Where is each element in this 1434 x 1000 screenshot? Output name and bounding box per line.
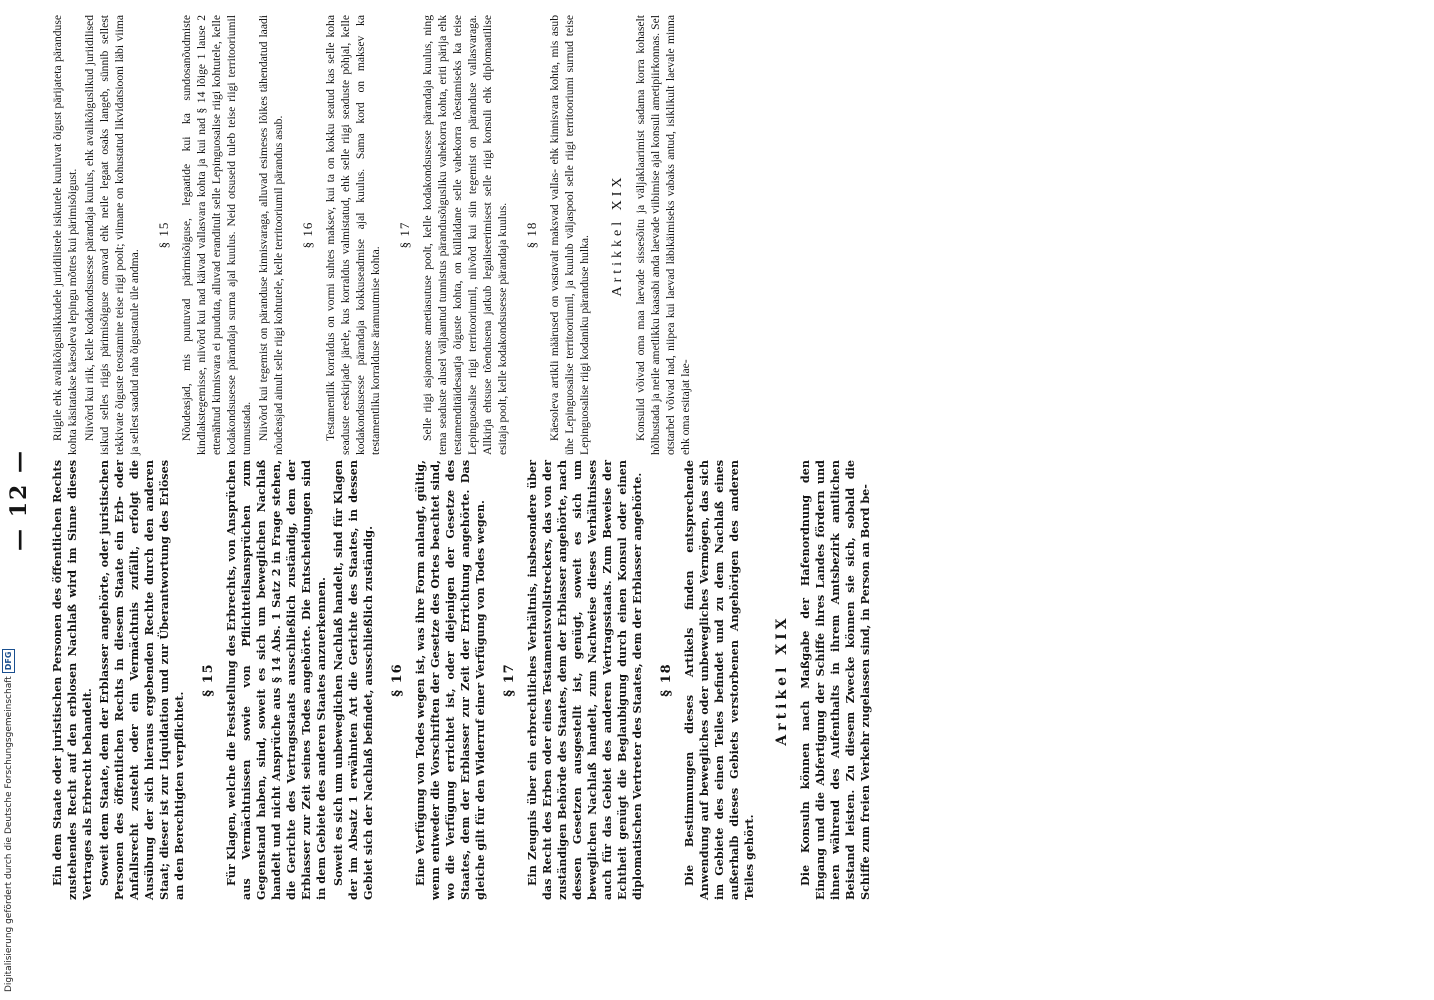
- paragraph: Eine Verfügung von Todes wegen ist, was ihre Form anlangt, gültig, wenn entweder die Vorschriften der Gesetze des Ortes beachtet sind, wo die Verfügung errichtet ist, oder diejenigen der Gesetze des Staates, dem der Erblasser zur Zeit der Errichtung angehörte. Das gleiche gilt für den Widerruf einer Verfügung von Todes wegen.: [413, 460, 487, 900]
- estonian-intro: [50, 15, 142, 455]
- section-heading: § 16: [390, 663, 405, 697]
- paragraph: Testamentlik korraldus on vormi suhtes maksev, kui ta on kokku seatud kas selle koha seaduste eeskirjade järele, kus korraldus valmistatud, ehk selle riigi seaduste põhjal, kelle kodakondsusesse pärandaja kokkuseadmise ajal kuulus. Sama kord on maksev ka testamentliku korralduse äramuutmise kohta.: [324, 15, 382, 455]
- paragraph: Käesoleva artikli määrused on vastavalt maksvad vallas- ehk kinnisvara kohta, mis asub ühe Lepinguosalise territooriumil, ja kuulub väljaspool selle riigi territooriumi surnud teise Lepinguosalise riigi kodaniku päranduse hulka.: [548, 15, 591, 455]
- section-heading: § 15: [156, 221, 171, 249]
- paragraph: Niivõrd kui riik, kelle kodakondsusesse pärandaja kuulus, ehk avalikõiguslikud juriidilised isikud selles riigis pärimisõiguse omavad ehk neile legaat osaks langeb, sünnib sellest tekkivate õiguste teostamine teise riigi poolt; viimane on kohustatud likvidatsiooni läbi viima ja sellest saadud raha õigustatule üle andma.: [83, 15, 141, 455]
- paragraph: Konsulid võivad oma maa laevade sissesõitu ja väljaklaarimist sadama korra kohaselt hõlbustada ja neile ametlikku kaasabi anda laevade viibimise ajal konsuli ametipiirkonnas. Sel otstarbel võivad nad, niipea kui laevad läbikäimiseks vabaks antud, isiklikult laevale minna ehk oma esitajat lae-: [634, 15, 692, 455]
- estonian-column: [50, 15, 695, 455]
- paragraph: Für Klagen, welche die Feststellung des Erbrechts, von Ansprüchen aus Vermächtnissen sowie von Pflichtteilsansprüchen zum Gegenstand haben, sind, soweit es sich um beweglichen Nachlaß handelt und nicht Ansprüche aus § 14 Abs. 1 Satz 2 in Frage stehen, die Gerichte des Vertragsstaats ausschließlich zuständig, dem der Erblasser zur Zeit seines Todes angehörte. Die Entscheidungen sind in dem Gebiete des anderen Staates anzuerkennen.: [224, 460, 328, 900]
- article-heading: Artikel XIX: [774, 614, 790, 746]
- article-heading: Artikkel XIX: [610, 173, 625, 297]
- dfg-logo-icon: DFG: [2, 649, 15, 674]
- section-heading: § 17: [502, 663, 517, 697]
- paragraph: Soweit dem Staate, dem der Erblasser angehörte, oder juristischen Personen des öffentlichen Rechts in diesem Staate ein Erb- oder Anfallsrecht zusteht oder ein Vermächtnis zufällt, erfolgt die Ausübung der sich hieraus ergebenden Rechte durch den anderen Staat; dieser ist zur Liquidation und zur Überantwortung des Erlöses an den Berechtigten verpflichtet.: [97, 460, 186, 900]
- paragraph: Die Konsuln können nach Maßgabe der Hafenordnung den Eingang und die Abfertigung der Schiffe ihres Landes fördern und ihnen während des Aufenthalts in ihrem Amtsbezirk amtlichen Beistand leisten. Zu diesem Zwecke können sie sich, sobald die Schiffe zum freien Verkehr zugelassen sind, in Person an Bord be-: [798, 460, 872, 900]
- page-number: — 12 —: [6, 449, 32, 551]
- paragraph: Ein Zeugnis über ein erbrechtliches Verhältnis, insbesondere über das Recht des Erben oder eines Testamentsvollstreckers, das von der zuständigen Behörde des Staates, dem der Erblasser angehörte, nach dessen Gesetzen ausgestellt ist, genügt, soweit es sich um beweglichen Nachlaß handelt, zum Nachweise dieses Verhältnisses auch für das Gebiet des anderen Vertragsstaats. Zum Beweise der Echtheit genügt die Beglaubigung durch einen Konsul oder einen diplomatischen Vertreter des Staates, dem der Erblasser angehörte.: [525, 460, 644, 900]
- section-heading: § 18: [524, 221, 539, 249]
- section-heading: § 17: [397, 221, 412, 249]
- paragraph: Ein dem Staate oder juristischen Personen des öffentlichen Rechts zustehendes Recht auf den erblosen Nachlaß wird im Sinne dieses Vertrages als Erbrecht behandelt.: [50, 460, 94, 900]
- paragraph: Niivõrd kui tegemist on päranduse kinnisvaraga, alluvad esimeses lõikes tähendatud laadi nõudeasjad ainult selle riigi kohtutele, kelle territooriumil pärandus asub.: [257, 15, 285, 455]
- digitization-credit: [2, 604, 15, 992]
- paragraph: Soweit es sich um unbeweglichen Nachlaß handelt, sind für Klagen der im Absatz 1 erwähnten Art die Gerichte des Staates, in dessen Gebiet sich der Nachlaß befindet, ausschließlich zuständig.: [331, 460, 375, 900]
- paragraph: Selle riigi asjaomase ametiasutuse poolt, kelle kodakondsusesse pärandaja kuulus, ning tema seaduste alusel väljaantud tunnistus pärandusõigusliku vahekorra kohta, eriti pärija ehk testamenditäidesaatja õiguste kohta, on küllaldane selle vahekorra tõestamiseks ka teise Lepinguosalise riigi territooriumil, niivõrd kui siin tegemist on päranduse vallasvaraga. Allkirja ehtsuse tõendusena jatkub legaliseerimisest selle riigi konsuli ehk diplomaatilise esitaja poolt, kelle kodakondsusesse pärandaja kuulus.: [421, 15, 509, 455]
- section-heading: § 16: [300, 221, 315, 249]
- section-heading: § 15: [201, 663, 216, 697]
- german-column: [50, 460, 875, 900]
- paragraph: Die Bestimmungen dieses Artikels finden entsprechende Anwendung auf bewegliches oder unbewegliches Vermögen, das sich im Gebiete des einen Teiles befindet und zu dem Nachlaß eines außerhalb dieses Gebiets verstorbenen Angehörigen des anderen Teiles gehört.: [682, 460, 756, 900]
- paragraph: Nõudeasjad, mis puutuvad pärimisõiguse, legaatide kui ka sundosanõudmiste kindlakstegemisse, niivõrd kui nad käivad vallasvara kohta ja kui nad § 14 lõige 1 lause 2 ettenähtud kinnisvara ei puuduta, alluvad eranditult selle Lepinguosalise riigi kohtutele, kelle kodakondsusesse pärandaja surma ajal kuulus. Neid otsuseid tuleb teise riigi territooriumil tunnustada.: [180, 15, 253, 455]
- section-heading: § 18: [659, 663, 674, 697]
- german-intro: [50, 460, 187, 900]
- credit-text: Digitalisierung gefördert durch die Deutsche Forschungsgemeinschaft: [3, 676, 14, 992]
- paragraph: Riigile ehk avalikõiguslikkudele juriidilistele isikutele kuuluvat õigust pärijateta päranduse kohta käsitatakse käesoleva lepingu mõttes kui pärimisõigust.: [51, 15, 79, 455]
